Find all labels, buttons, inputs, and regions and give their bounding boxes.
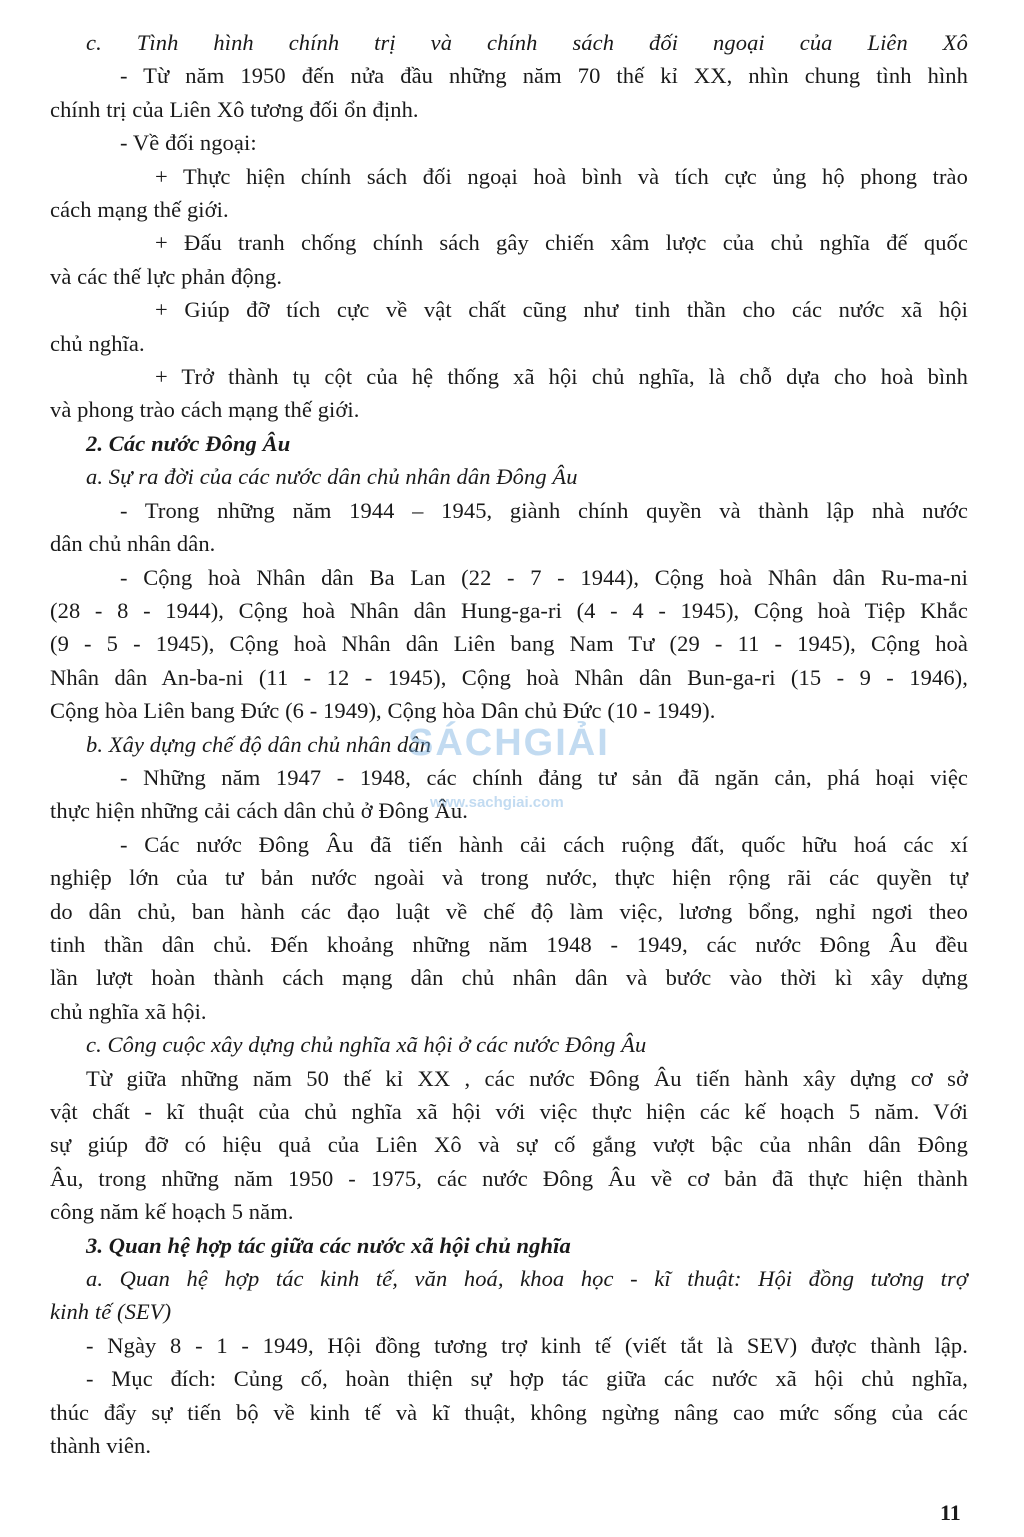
section-subheading: c. Tình hình chính trị và chính sách đối ngoại của Liên Xô [86,30,968,55]
paragraph-line: thành viên. [50,1433,152,1459]
paragraph-line: chủ nghĩa. [50,330,145,356]
paragraph-line: thúc đẩy sự tiến bộ về kinh tế và kĩ thuật, không ngừng nâng cao mức sống của các [50,1399,968,1425]
document-body [50,26,968,1462]
paragraph-line: và phong trào cách mạng thế giới. [50,397,360,423]
section-subheading: kinh tế (SEV) [50,1299,172,1325]
paragraph-line: - Những năm 1947 - 1948, các chính đảng tư sản đã ngăn cản, phá hoại việc [120,764,968,790]
paragraph-line: sự giúp đỡ có hiệu quả của Liên Xô và sự cố gắng vượt bậc của nhân dân Đông [50,1132,968,1158]
paragraph-line: (28 - 8 - 1944), Cộng hoà Nhân dân Hung-ga-ri (4 - 4 - 1945), Cộng hoà Tiệp Khắc [50,597,968,623]
paragraph-line: tinh thần dân chủ. Đến khoảng những năm 1948 - 1949, các nước Đông Âu đều [50,931,968,957]
section-subheading: a. Sự ra đời của các nước dân chủ nhân dân Đông Âu [86,464,578,490]
section-heading: 3. Quan hệ hợp tác giữa các nước xã hội chủ nghĩa [86,1232,571,1258]
paragraph-line: + Thực hiện chính sách đối ngoại hoà bình và tích cực ủng hộ phong trào [155,163,968,189]
paragraph-line: chủ nghĩa xã hội. [50,998,207,1024]
section-heading: 2. Các nước Đông Âu [86,430,291,456]
paragraph-line: thực hiện những cải cách dân chủ ở Đông Âu. [50,798,468,824]
paragraph-line: - Ngày 8 - 1 - 1949, Hội đồng tương trợ kinh tế (viết tắt là SEV) được thành lập. [86,1332,968,1358]
paragraph-line: (9 - 5 - 1945), Cộng hoà Nhân dân Liên bang Nam Tư (29 - 11 - 1945), Cộng hoà [50,631,968,657]
paragraph-line: - Từ năm 1950 đến nửa đầu những năm 70 thế kỉ XX, nhìn chung tình hình [120,63,968,89]
paragraph-line: lần lượt hoàn thành cách mạng dân chủ nhân dân và bước vào thời kì xây dựng [50,965,968,991]
paragraph-line: - Các nước Đông Âu đã tiến hành cải cách ruộng đất, quốc hữu hoá các xí [120,831,968,857]
paragraph-line: dân chủ nhân dân. [50,531,216,557]
paragraph-line: + Đấu tranh chống chính sách gây chiến xâm lược của chủ nghĩa đế quốc [155,230,968,256]
watermark-url: www.sachgiai.com [430,794,564,811]
paragraph-line: - Về đối ngoại: [120,130,257,156]
section-subheading: a. Quan hệ hợp tác kinh tế, văn hoá, khoa học - kĩ thuật: Hội đồng tương trợ [86,1266,968,1292]
paragraph-line: - Trong những năm 1944 – 1945, giành chính quyền và thành lập nhà nước [120,497,968,523]
paragraph-line: vật chất - kĩ thuật của chủ nghĩa xã hội với việc thực hiện các kế hoạch 5 năm. Với [50,1099,968,1124]
watermark-brand: SÁCHGIẢI [408,722,610,764]
paragraph-line: - Mục đích: Củng cố, hoàn thiện sự hợp tác giữa các nước xã hội chủ nghĩa, [86,1366,968,1392]
paragraph-line: Âu, trong những năm 1950 - 1975, các nước Đông Âu về cơ bản đã thực hiện thành [50,1165,968,1191]
paragraph-line: - Cộng hoà Nhân dân Ba Lan (22 - 7 - 1944), Cộng hoà Nhân dân Ru-ma-ni [120,564,968,590]
paragraph-line: do dân chủ, ban hành các đạo luật về chế độ làm việc, lương bổng, nghỉ ngơi theo [50,898,968,924]
paragraph-line: + Trở thành tụ cột của hệ thống xã hội chủ nghĩa, là chỗ dựa cho hoà bình [155,364,968,390]
paragraph-line: cách mạng thế giới. [50,197,229,223]
paragraph-line: nghiệp lớn của tư bản nước ngoài và trong nước, thực hiện rộng rãi các quyền tự [50,865,968,891]
page-number: 11 [940,1500,961,1525]
paragraph-line: công năm kế hoạch 5 năm. [50,1199,294,1225]
section-subheading: b. Xây dựng chế độ dân chủ nhân dân [86,731,432,757]
paragraph-line: Nhân dân An-ba-ni (11 - 12 - 1945), Cộng hoà Nhân dân Bun-ga-ri (15 - 9 - 1946), [50,664,968,690]
paragraph-line: + Giúp đỡ tích cực về vật chất cũng như tinh thần cho các nước xã hội [155,297,968,323]
paragraph-line: chính trị của Liên Xô tương đối ổn định. [50,96,419,122]
section-subheading: c. Công cuộc xây dựng chủ nghĩa xã hội ở các nước Đông Âu [86,1032,647,1058]
paragraph-line: và các thế lực phản động. [50,263,283,289]
paragraph-line: Cộng hòa Liên bang Đức (6 - 1949), Cộng hòa Dân chủ Đức (10 - 1949). [50,698,716,724]
paragraph-line: Từ giữa những năm 50 thế kỉ XX , các nước Đông Âu tiến hành xây dựng cơ sở [86,1065,968,1091]
